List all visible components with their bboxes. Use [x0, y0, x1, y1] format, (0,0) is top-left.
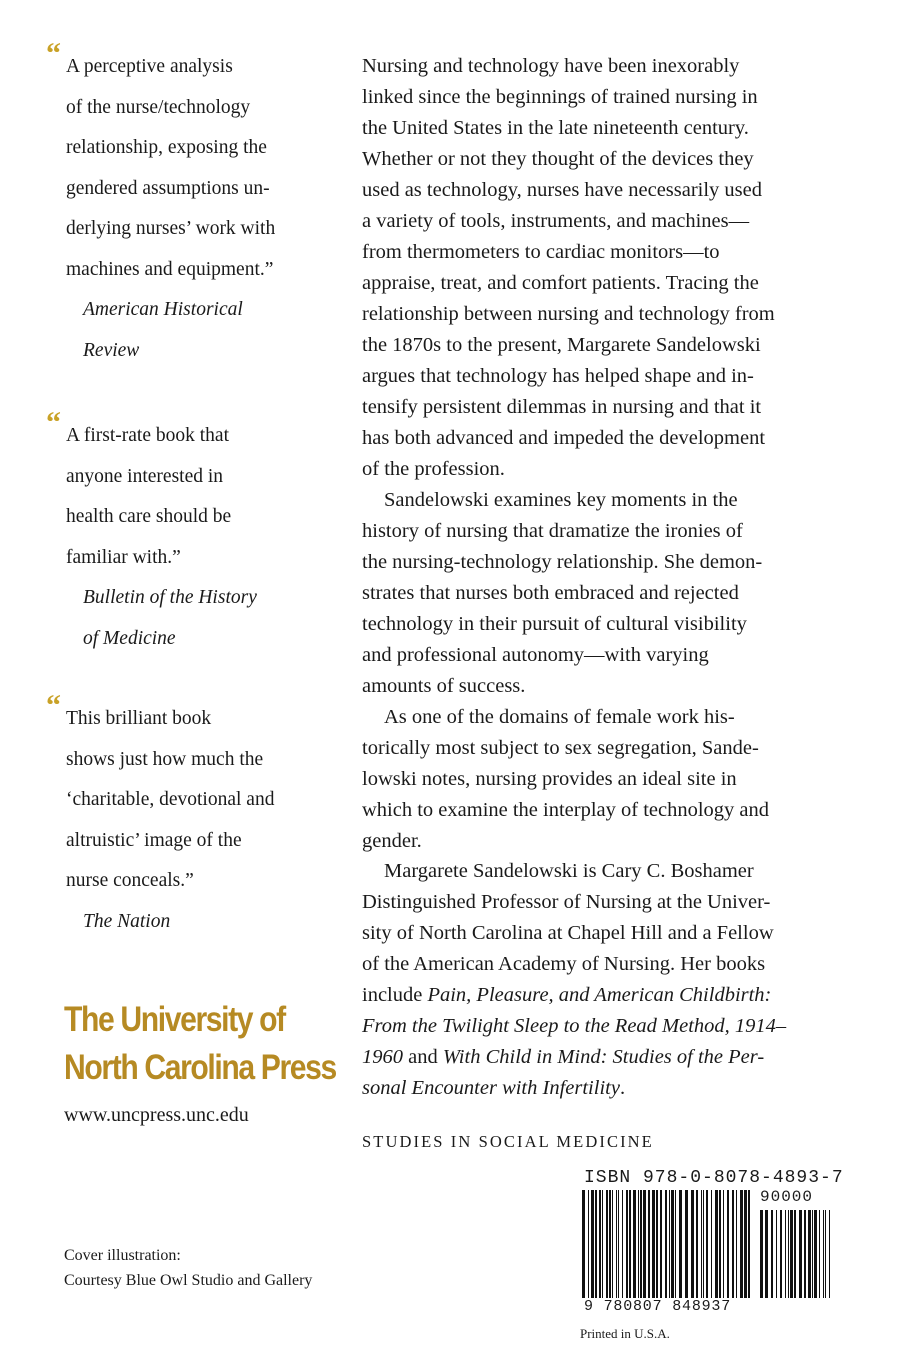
quote-line: shows just how much the: [66, 748, 264, 770]
quote-mark-icon: “: [46, 37, 61, 70]
barcode-bar: [760, 1210, 763, 1298]
barcode-bar: [808, 1210, 811, 1298]
barcode-bar: [648, 1190, 650, 1298]
barcode-bar: [819, 1210, 820, 1298]
barcode-bar: [582, 1190, 585, 1298]
description-line: of the profession.: [362, 458, 505, 480]
book-title-1: Pain, Pleasure, and American Childbirth:: [427, 984, 772, 1006]
barcode-bar: [656, 1190, 658, 1298]
barcode-bar: [812, 1210, 813, 1298]
description-paragraph-1: [362, 51, 832, 485]
description-line: strates that nurses both embraced and rejected: [362, 582, 739, 604]
author-bio-plain: [362, 856, 832, 980]
description-line: used as technology, nurses have necessarily used: [362, 179, 763, 201]
barcode-bar: [814, 1210, 817, 1298]
barcode-bar: [776, 1210, 777, 1298]
description-line: linked since the beginnings of trained nursing in: [362, 86, 758, 108]
description-line: technology in their pursuit of cultural visibility: [362, 613, 747, 635]
barcode-bar: [660, 1190, 662, 1298]
description-line: relationship between nursing and technology from: [362, 303, 775, 325]
barcode-bar: [736, 1190, 737, 1298]
publisher-url[interactable]: www.uncpress.unc.edu: [64, 1104, 249, 1126]
barcode-bar: [732, 1190, 734, 1298]
barcode-bar: [685, 1190, 688, 1298]
barcode-bar: [794, 1210, 796, 1298]
barcode-bar: [785, 1210, 786, 1298]
quote-line: anyone interested in: [66, 465, 224, 487]
barcode-bar: [612, 1190, 613, 1298]
barcode-bar: [715, 1190, 718, 1298]
isbn-label: ISBN 978-0-8078-4893-7: [584, 1168, 844, 1188]
description-line: gender.: [362, 830, 422, 852]
barcode-bar: [696, 1190, 698, 1298]
barcode-bar: [703, 1190, 704, 1298]
description-line: lowski notes, nursing provides an ideal site in: [362, 768, 737, 790]
barcode-bar: [606, 1190, 608, 1298]
quote-line: derlying nurses’ work with: [66, 218, 276, 239]
barcode-bar: [622, 1190, 623, 1298]
barcode-bar: [744, 1190, 747, 1298]
quote-line: A perceptive analysis: [66, 56, 233, 77]
barcode-bar: [665, 1190, 667, 1298]
quote-line: altruistic’ image of the: [66, 829, 242, 851]
author-bio-line6: From the Twilight Sleep to the Read Method, 1914–: [362, 1015, 787, 1037]
barcode-bar: [790, 1210, 793, 1298]
author-bio-line7: 1960 and With Child in Mind: Studies of the Per-: [362, 1046, 765, 1068]
barcode-bar: [602, 1190, 603, 1298]
barcode-bar: [706, 1190, 708, 1298]
barcode-bar: [595, 1190, 597, 1298]
review-quote-3: [46, 689, 316, 942]
description-line: amounts of success.: [362, 675, 526, 697]
quote-line: relationship, exposing the: [66, 137, 267, 158]
description-line: has both advanced and impeded the development: [362, 427, 766, 449]
series-title: STUDIES IN SOCIAL MEDICINE: [362, 1132, 654, 1151]
barcode-bar: [727, 1190, 729, 1298]
barcode-bar: [723, 1190, 724, 1298]
barcode-bar: [609, 1190, 611, 1298]
barcode-bar: [626, 1190, 628, 1298]
quote-source: Review: [83, 339, 140, 361]
barcode-bar: [719, 1190, 721, 1298]
quote-source: American Historical: [83, 299, 243, 320]
barcode-bar: [669, 1190, 670, 1298]
barcode-bar: [599, 1190, 601, 1298]
barcode-bar: [740, 1190, 743, 1298]
quote-line: ‘charitable, devotional and: [66, 789, 275, 810]
barcode-bar: [765, 1210, 768, 1298]
publisher-name-line2: North Carolina Press: [64, 1048, 336, 1087]
quote-source: Bulletin of the History: [83, 587, 257, 608]
description-paragraph-2: [362, 485, 832, 702]
barcode-bar: [829, 1210, 830, 1298]
barcode-bar: [788, 1210, 789, 1298]
barcode-bar: [652, 1190, 655, 1298]
isbn-barcode: [582, 1190, 754, 1298]
barcode-bar: [799, 1210, 802, 1298]
barcode-bar: [616, 1190, 617, 1298]
barcode-bar: [633, 1190, 636, 1298]
description-line: the 1870s to the present, Margarete Sandelowski: [362, 334, 761, 356]
quote-mark-icon: “: [46, 689, 61, 722]
barcode-bar: [643, 1190, 646, 1298]
description-line: Nursing and technology have been inexorably: [362, 55, 740, 77]
description-paragraph-3: [362, 702, 832, 857]
publisher-name-line1: The University of: [64, 1000, 285, 1039]
barcode-bar: [640, 1190, 642, 1298]
description-line: Whether or not they thought of the devices they: [362, 148, 754, 170]
barcode-bar: [691, 1190, 694, 1298]
author-bio: [362, 856, 832, 1104]
review-quote-1: [46, 37, 316, 371]
quote-line: of the nurse/technology: [66, 96, 251, 118]
barcode-bar: [823, 1210, 824, 1298]
description-line: from thermometers to cardiac monitors—to: [362, 241, 720, 263]
quote-line: machines and equipment.”: [66, 258, 274, 280]
description-line: sity of North Carolina at Chapel Hill and a Fellow: [362, 922, 774, 944]
barcode-bar: [825, 1210, 826, 1298]
barcode-bar: [675, 1190, 676, 1298]
description-line: the United States in the late nineteenth century.: [362, 117, 749, 139]
description-line: a variety of tools, instruments, and machines—: [362, 210, 750, 232]
description-line: appraise, treat, and comfort patients. Tracing the: [362, 272, 759, 294]
barcode-bar: [711, 1190, 712, 1298]
barcode-bar: [618, 1190, 619, 1298]
cover-credit-line1: Cover illustration:: [64, 1247, 181, 1264]
barcode-bar: [771, 1210, 773, 1298]
barcode-bar: [679, 1190, 682, 1298]
description-line: argues that technology has helped shape and in-: [362, 365, 754, 387]
quote-line: familiar with.”: [66, 546, 181, 568]
description-line: tensify persistent dilemmas in nursing and that it: [362, 396, 762, 418]
cover-credit-line2: Courtesy Blue Owl Studio and Gallery: [64, 1272, 313, 1289]
barcode-bar: [588, 1190, 589, 1298]
barcode-digits: 9 780807 848937: [584, 1298, 732, 1315]
barcode-bar: [701, 1190, 702, 1298]
description-line: and professional autonomy—with varying: [362, 644, 709, 666]
author-bio-line8: sonal Encounter with Infertility.: [362, 1077, 626, 1099]
quote-line: health care should be: [66, 506, 232, 527]
description-line: history of nursing that dramatize the ironies of: [362, 520, 743, 542]
publisher-logo: [64, 996, 336, 1092]
barcode-bar: [591, 1190, 594, 1298]
quote-line: gendered assumptions un-: [66, 177, 270, 199]
printed-in: Printed in U.S.A.: [580, 1326, 670, 1341]
quote-line: This brilliant book: [66, 708, 212, 729]
quote-source: The Nation: [83, 910, 171, 932]
description-line: of the American Academy of Nursing. Her books: [362, 953, 766, 975]
quote-source: of Medicine: [83, 627, 176, 649]
description-line: the nursing-technology relationship. She demon-: [362, 551, 763, 573]
price-code: 90000: [760, 1188, 814, 1206]
description-line: torically most subject to sex segregation, Sande-: [362, 737, 759, 759]
description-line: Sandelowski examines key moments in the: [384, 489, 738, 511]
quote-line: A first-rate book that: [66, 425, 229, 446]
barcode-bar: [629, 1190, 631, 1298]
barcode-bar: [638, 1190, 639, 1298]
price-barcode: [760, 1210, 832, 1298]
description-line: As one of the domains of female work his-: [384, 706, 735, 728]
barcode-bar: [780, 1210, 782, 1298]
quote-line: nurse conceals.”: [66, 870, 194, 891]
quote-mark-icon: “: [46, 406, 61, 439]
book-title-2: With Child in Mind: Studies of the Per-: [442, 1046, 765, 1068]
barcode-bar: [748, 1190, 750, 1298]
cover-credit: [64, 1243, 312, 1293]
description-line: which to examine the interplay of technology and: [362, 799, 770, 821]
author-bio-line5: include Pain, Pleasure, and American Childbirth:: [362, 984, 772, 1006]
barcode-bar: [671, 1190, 674, 1298]
description-line: Distinguished Professor of Nursing at the Univer-: [362, 891, 771, 913]
barcode-bar: [804, 1210, 806, 1298]
review-quote-2: [46, 406, 316, 659]
description-line: Margarete Sandelowski is Cary C. Boshamer: [384, 860, 754, 882]
